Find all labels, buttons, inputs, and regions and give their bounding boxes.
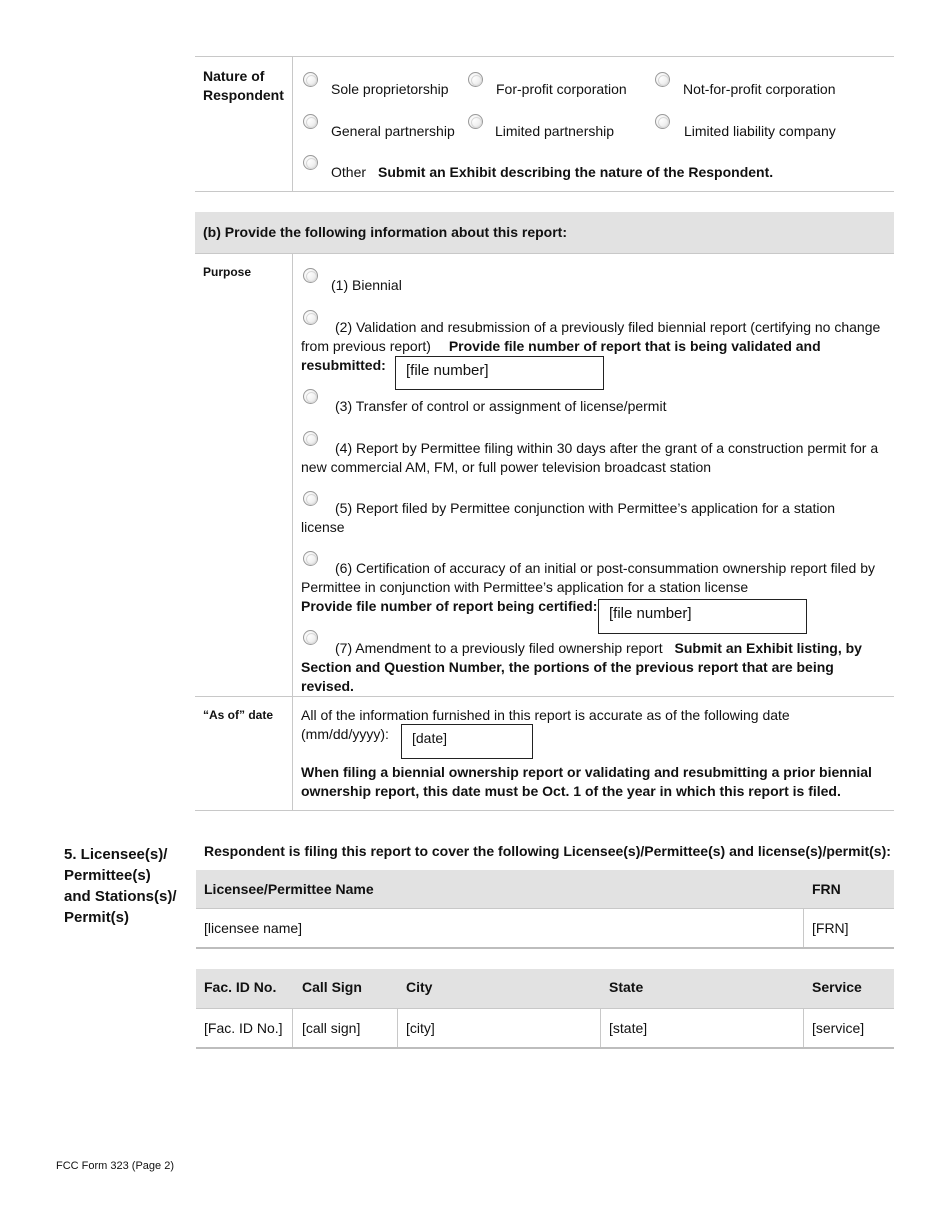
station-table-header-bar [196,969,894,1008]
option-label: Not-for-profit corporation [683,81,836,97]
nature-label-line2: Respondent [203,87,284,103]
section-b-header: (b) Provide the following information about this report: [203,224,567,240]
purpose-option-1: (1) Biennial [331,277,402,293]
nature-column-divider [292,56,293,192]
radio-sole-proprietorship[interactable] [303,72,318,87]
nature-bottom-divider [195,191,894,192]
option-label: General partnership [331,123,455,139]
radio-not-for-profit-corporation[interactable] [655,72,670,87]
option-label: Sole proprietorship [331,81,449,97]
radio-purpose-transfer[interactable] [303,389,318,404]
purpose-option-6: (6) Certification of accuracy of an initial or post-consummation ownership report filed by Permittee in conjunction with Permittee’s application for a station license [301,560,876,595]
purpose-option-2-text: (2) Validation and resubmission of a previously filed biennial report (certifying no change from previous report) [301,319,881,354]
station-service-cell[interactable]: [service] [812,1020,865,1036]
station-cell-divider [803,1009,804,1048]
station-cell-divider [397,1009,398,1048]
option-label: Limited partnership [495,123,615,139]
asof-divider [195,696,894,697]
section-5-intro: Respondent is filing this report to cover the following Licensee(s)/Permittee(s) and license(s)/permit(s): [204,843,891,859]
option-label: Other [331,164,367,180]
station-header-state: State [609,979,644,995]
station-facid-cell[interactable]: [Fac. ID No.] [204,1020,283,1036]
licensee-header-frn: FRN [812,881,841,897]
station-header-city: City [406,979,433,995]
purpose-option-7 [301,639,886,696]
section-5-title-line: and Stations(s)/ [64,888,177,905]
purpose-option-7-text: (7) Amendment to a previously filed ownership report [335,640,663,656]
certification-instruction: Provide file number of report being certified: [301,598,598,614]
asof-note: When filing a biennial ownership report or validating and resubmitting a prior biennial ownership report, this date must be Oct. 1 of the year in which this report is filed. [301,764,872,799]
asof-label: “As of” date [203,708,274,722]
asof-date-input[interactable]: [date] [401,724,533,759]
purpose-option-7-instruction: Submit an Exhibit listing, by Section and Question Number, the portions of the previous report that are being revised. [301,640,862,694]
other-exhibit-note: Submit an Exhibit describing the nature of the Respondent. [378,164,774,180]
top-divider [195,56,894,57]
option-label: Limited liability company [684,123,836,139]
station-table-bottom [196,1047,894,1049]
station-header-facid: Fac. ID No. [204,979,277,995]
asof-text-line1: All of the information furnished in this report is accurate as of the following date [301,707,790,723]
radio-limited-liability-company[interactable] [655,114,670,129]
radio-other[interactable] [303,155,318,170]
radio-for-profit-corporation[interactable] [468,72,483,87]
section-5-title-line: 5. Licensee(s)/ [64,846,168,863]
validation-file-number-input[interactable]: [file number] [395,356,604,390]
station-header-callsign: Call Sign [302,979,362,995]
section-5-title-line: Permittee(s) [64,867,151,884]
radio-limited-partnership[interactable] [468,114,483,129]
certified-file-number-input[interactable]: [file number] [598,599,807,634]
section-b-column-divider [292,253,293,810]
station-header-divider [196,1008,894,1009]
page-footer: FCC Form 323 (Page 2) [56,1160,174,1172]
licensee-name-cell[interactable]: [licensee name] [204,920,303,936]
licensee-frn-cell[interactable]: [FRN] [812,920,849,936]
station-callsign-cell[interactable]: [call sign] [302,1020,361,1036]
station-cell-divider [600,1009,601,1048]
licensee-header-divider [196,908,894,909]
purpose-label: Purpose [203,265,252,279]
licensee-cell-divider [803,909,804,949]
section-b-bottom-divider [195,810,894,811]
radio-general-partnership[interactable] [303,114,318,129]
purpose-option-2-instruction: Provide file number of report that is being validated and resubmitted: [301,338,821,373]
section-b-header-divider [195,253,894,254]
nature-label-line1: Nature of [203,68,265,84]
radio-purpose-biennial[interactable] [303,268,318,283]
purpose-option-4: (4) Report by Permittee filing within 30 days after the grant of a construction permit for a new commercial AM, FM, or full power television broadcast station [301,440,879,475]
section-5-title [64,844,177,928]
station-state-cell[interactable]: [state] [609,1020,648,1036]
asof-text-line2: (mm/dd/yyyy): [301,726,389,742]
licensee-header-name: Licensee/Permittee Name [204,881,374,897]
section-5-title-line: Permit(s) [64,909,130,926]
purpose-option-5: (5) Report filed by Permittee conjunction with Permittee’s application for a station license [301,500,836,535]
station-header-service: Service [812,979,862,995]
option-label: For-profit corporation [496,81,627,97]
purpose-option-3: (3) Transfer of control or assignment of license/permit [335,398,667,414]
station-city-cell[interactable]: [city] [406,1020,435,1036]
station-cell-divider [292,1009,293,1048]
licensee-table-bottom [196,947,894,949]
